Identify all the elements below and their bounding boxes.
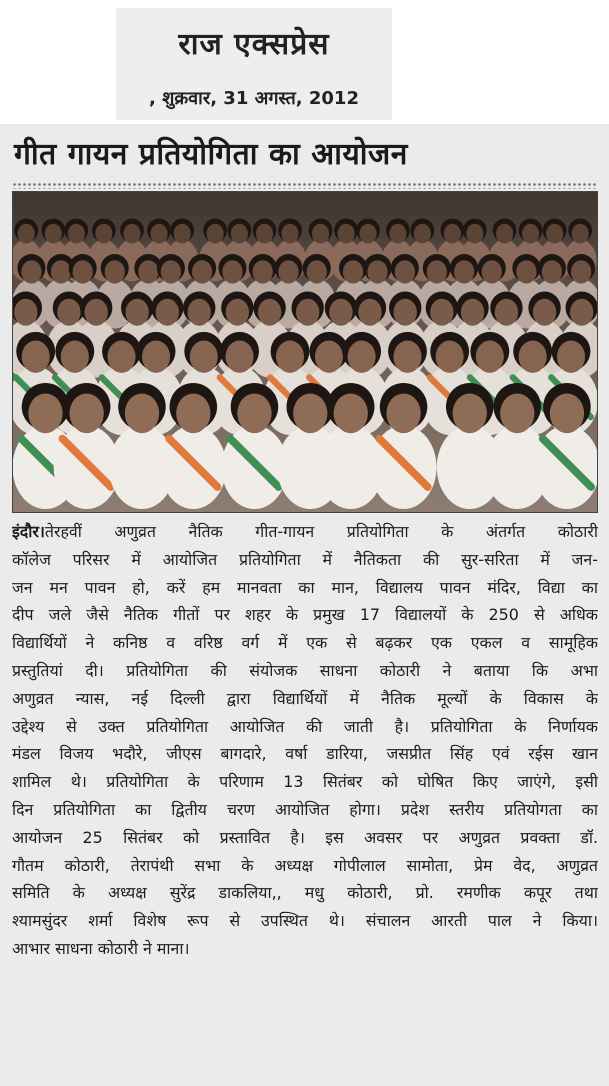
article-line (12, 518, 598, 546)
article-photo (12, 191, 598, 513)
article-line: समिति के अध्यक्ष सुरेंद्र डाकलिया,, मधु कोठारी, प्रो. रमणीक कपूर तथा (12, 883, 598, 903)
article-line: कॉलेज परिसर में आयोजित प्रतियोगिता में नैतिकता की सुर-सरिता में जन- (12, 549, 598, 569)
article-line: विद्यार्थियों ने कनिष्ठ व वरिष्ठ वर्ग में एक से बढ़कर एक एकल व सामूहिक (12, 633, 598, 653)
article-dateline: इंदौर। (12, 522, 45, 541)
article-line: श्यामसुंदर शर्मा विशेष रूप से उपस्थित थे। संचालन आरती पाल ने किया। (12, 911, 598, 931)
article-line: उद्देश्य से उक्त प्रतियोगिता आयोजित की जाती है। प्रतियोगिता के निर्णायक (12, 716, 598, 736)
article-line: आभार साधना कोठारी ने माना। (12, 938, 190, 958)
article-line: जन मन पावन हो, करें हम मानवता का मान, विद्यालय पावन मंदिर, विद्या का (12, 577, 598, 597)
newspaper-name: राज एक्सप्रेस (178, 27, 330, 62)
students-photo-illustration (13, 192, 597, 512)
article-line: दीप जले जैसे नैतिक गीतों पर शहर के प्रमुख 17 विद्यालयों के 250 से अधिक (12, 605, 598, 625)
article-line: आयोजन 25 सितंबर को प्रस्तावित है। इस अवसर पर अणुव्रत प्रवक्ता डॉ. (12, 827, 598, 847)
article-line: गौतम कोठारी, तेरापंथी सभा के अध्यक्ष गोपीलाल सामोता, प्रेम वेद, अणुव्रत (12, 855, 598, 875)
article-line: प्रस्तुतियां दी। प्रतियोगिता की संयोजक साधना कोठारी ने बताया कि अभा (12, 660, 598, 680)
article-headline: गीत गायन प्रतियोगिता का आयोजन (14, 137, 408, 172)
article-clipping (0, 124, 609, 1086)
article-line: शामिल थे। प्रतियोगिता के परिणाम 13 सितंबर को घोषित किए जाएंगे, इसी (12, 772, 598, 792)
article-line: मंडल विजय भदौरे, जीएस बागदारे, वर्षा डारिया, जसप्रीत सिंह एवं रईस खान (12, 744, 598, 764)
masthead-clipping (116, 8, 392, 120)
article-line: अणुव्रत न्यास, नई दिल्ली द्वारा विद्यार्थियों में नैतिक मूल्यों के विकास के (12, 688, 598, 708)
publication-date: , शुक्रवार, 31 अगस्त, 2012 (149, 88, 359, 109)
article-line: दिन प्रतियोगिता का द्वितीय चरण आयोजित होगा। प्रदेश स्तरीय प्रतियोगता का (12, 799, 598, 819)
dotted-divider (12, 182, 597, 189)
article-line-text: तेरहवीं अणुव्रत नैतिक गीत-गायन प्रतियोगिता के अंतर्गत कोठारी (44, 522, 598, 541)
article-body (12, 518, 598, 963)
